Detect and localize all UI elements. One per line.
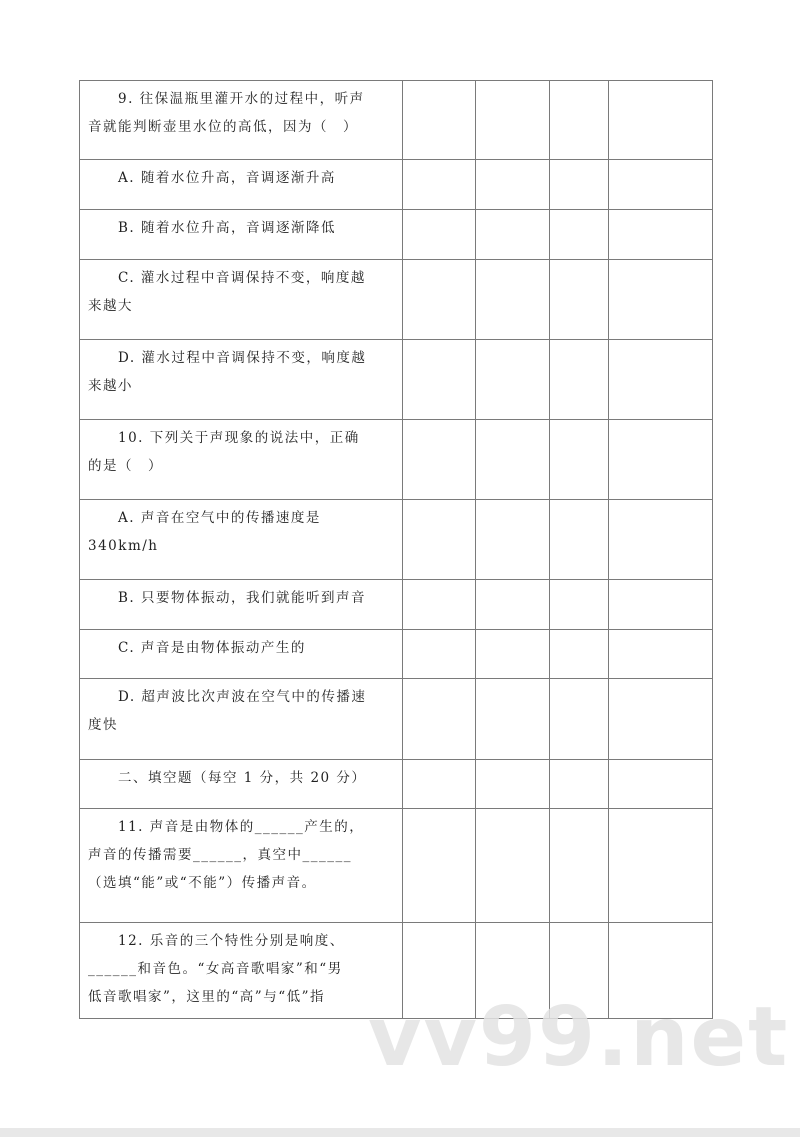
table-row <box>80 340 713 420</box>
empty-cell <box>550 630 609 679</box>
empty-cell <box>609 420 713 500</box>
empty-cell <box>476 630 550 679</box>
empty-cell <box>476 500 550 580</box>
empty-cell <box>403 81 476 160</box>
question-11-line-3: （选填“能”或“不能”）传播声音。 <box>88 875 317 891</box>
q10-option-b: B. 只要物体振动，我们就能听到声音 <box>118 590 367 606</box>
page-bottom-edge <box>0 1128 800 1137</box>
empty-cell <box>609 500 713 580</box>
empty-cell <box>609 160 713 210</box>
empty-cell <box>403 260 476 340</box>
empty-cell <box>550 260 609 340</box>
question-10-line-1: 10. 下列关于声现象的说法中，正确 <box>118 430 360 446</box>
empty-cell <box>550 420 609 500</box>
option-cell <box>80 160 403 210</box>
empty-cell <box>609 210 713 260</box>
empty-cell <box>403 580 476 630</box>
empty-cell <box>476 260 550 340</box>
section-heading-cell <box>80 760 403 809</box>
empty-cell <box>609 340 713 420</box>
question-10-line-2: 的是（ ） <box>88 458 163 474</box>
empty-cell <box>550 809 609 923</box>
empty-cell <box>403 630 476 679</box>
empty-cell <box>476 81 550 160</box>
table-row <box>80 679 713 760</box>
q10-option-d-line-1: D. 超声波比次声波在空气中的传播速 <box>118 689 367 705</box>
empty-cell <box>550 500 609 580</box>
empty-cell <box>550 81 609 160</box>
table-row <box>80 580 713 630</box>
q10-option-a-line-1: A. 声音在空气中的传播速度是 <box>118 510 321 526</box>
empty-cell <box>403 760 476 809</box>
empty-cell <box>476 809 550 923</box>
empty-cell <box>403 809 476 923</box>
empty-cell <box>609 760 713 809</box>
q10-option-c: C. 声音是由物体振动产生的 <box>118 640 306 656</box>
q9-option-d-line-2: 来越小 <box>88 378 133 394</box>
table-row <box>80 210 713 260</box>
question-table <box>79 80 713 1019</box>
empty-cell <box>403 500 476 580</box>
empty-cell <box>403 210 476 260</box>
question-cell <box>80 923 403 1019</box>
empty-cell <box>476 760 550 809</box>
option-cell <box>80 260 403 340</box>
table-row <box>80 500 713 580</box>
empty-cell <box>550 580 609 630</box>
empty-cell <box>476 160 550 210</box>
section-heading: 二、填空题（每空 1 分，共 20 分） <box>118 770 367 786</box>
q9-option-b: B. 随着水位升高，音调逐渐降低 <box>118 220 337 236</box>
empty-cell <box>403 420 476 500</box>
empty-cell <box>609 809 713 923</box>
question-cell <box>80 420 403 500</box>
q9-option-c-line-1: C. 灌水过程中音调保持不变，响度越 <box>118 270 366 286</box>
empty-cell <box>403 340 476 420</box>
option-cell <box>80 340 403 420</box>
question-11-line-1: 11. 声音是由物体的______产生的， <box>118 819 365 835</box>
question-11-line-2: 声音的传播需要______，真空中______ <box>88 847 352 863</box>
question-12-line-1: 12. 乐音的三个特性分别是响度、 <box>118 933 345 949</box>
q10-option-d-line-2: 度快 <box>88 717 118 733</box>
table-row <box>80 160 713 210</box>
question-cell <box>80 809 403 923</box>
option-cell <box>80 210 403 260</box>
empty-cell <box>403 160 476 210</box>
empty-cell <box>550 679 609 760</box>
option-cell <box>80 580 403 630</box>
empty-cell <box>609 580 713 630</box>
empty-cell <box>609 679 713 760</box>
q9-option-a: A. 随着水位升高，音调逐渐升高 <box>118 170 336 186</box>
table-row <box>80 81 713 160</box>
empty-cell <box>609 81 713 160</box>
option-cell <box>80 500 403 580</box>
question-9-line-1: 9. 往保温瓶里灌开水的过程中，听声 <box>118 91 365 107</box>
empty-cell <box>476 340 550 420</box>
question-9-line-2: 音就能判断壶里水位的高低，因为（ ） <box>88 119 358 135</box>
empty-cell <box>476 210 550 260</box>
q10-option-a-line-2: 340km/h <box>88 538 159 554</box>
question-cell <box>80 81 403 160</box>
empty-cell <box>550 760 609 809</box>
empty-cell <box>550 210 609 260</box>
q9-option-d-line-1: D. 灌水过程中音调保持不变，响度越 <box>118 350 367 366</box>
empty-cell <box>609 260 713 340</box>
empty-cell <box>476 679 550 760</box>
table-row <box>80 260 713 340</box>
watermark: vv99.net <box>368 990 790 1085</box>
table-row <box>80 760 713 809</box>
question-12-line-3: 低音歌唱家”，这里的“高”与“低”指 <box>88 989 326 1005</box>
table-row <box>80 809 713 923</box>
empty-cell <box>403 679 476 760</box>
empty-cell <box>609 630 713 679</box>
empty-cell <box>550 160 609 210</box>
q9-option-c-line-2: 来越大 <box>88 298 133 314</box>
table-row <box>80 630 713 679</box>
table-row <box>80 420 713 500</box>
empty-cell <box>476 580 550 630</box>
option-cell <box>80 630 403 679</box>
option-cell <box>80 679 403 760</box>
empty-cell <box>550 340 609 420</box>
empty-cell <box>476 420 550 500</box>
question-12-line-2: ______和音色。“女高音歌唱家”和“男 <box>88 961 343 977</box>
